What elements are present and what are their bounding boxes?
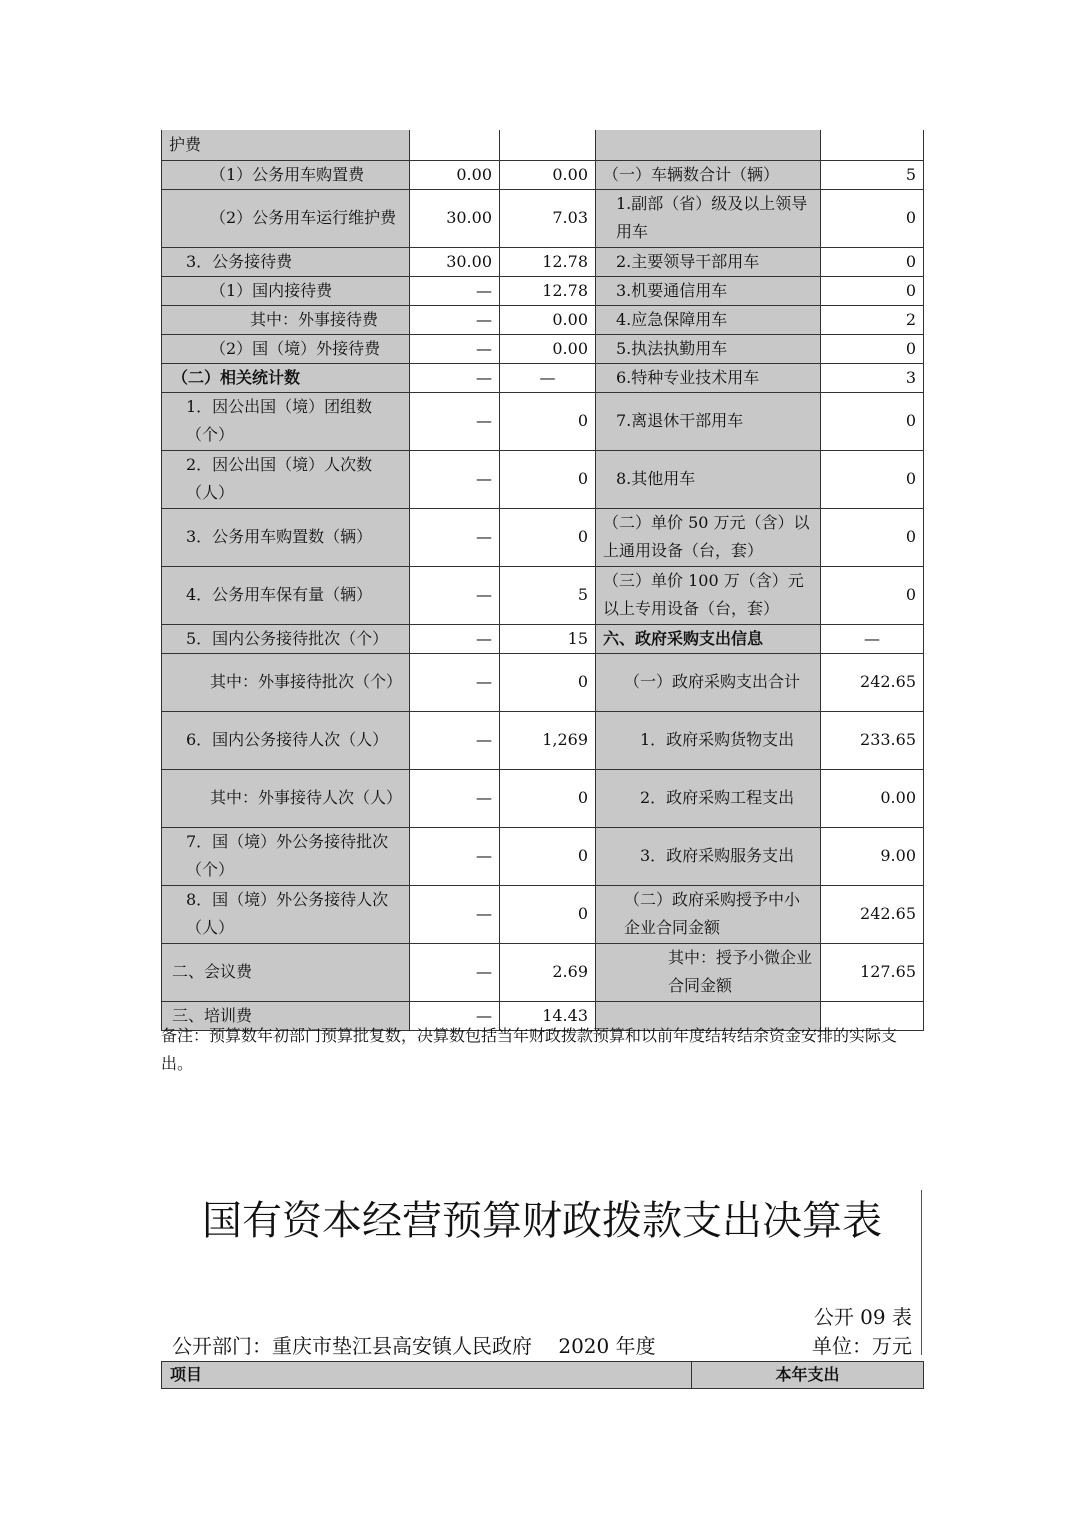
actual-value xyxy=(500,130,596,160)
table-row xyxy=(162,624,924,653)
table-row xyxy=(162,334,924,363)
stat-value: 0 xyxy=(821,508,924,566)
stat-value: 0 xyxy=(821,276,924,305)
stat-label: 8.其他用车 xyxy=(596,450,821,508)
budget-value: 30.00 xyxy=(410,189,500,247)
item-label: 3．公务接待费 xyxy=(162,247,410,276)
actual-value: 0.00 xyxy=(500,160,596,189)
budget-value: — xyxy=(410,276,500,305)
table-row xyxy=(162,943,924,1001)
stat-label: （三）单价 100 万（含）元以上专用设备（台，套） xyxy=(596,566,821,624)
stat-value: 3 xyxy=(821,363,924,392)
item-label: 3．公务用车购置数（辆） xyxy=(162,508,410,566)
table-row xyxy=(162,769,924,827)
budget-value: — xyxy=(410,1001,500,1030)
actual-value: 0 xyxy=(500,769,596,827)
stat-value: 127.65 xyxy=(821,943,924,1001)
table-row xyxy=(162,363,924,392)
item-label: 6．国内公务接待人次（人） xyxy=(162,711,410,769)
item-label: 其中：外事接待批次（个） xyxy=(162,653,410,711)
actual-value: 14.43 xyxy=(500,1001,596,1030)
budget-value xyxy=(410,130,500,160)
stat-label: 2．政府采购工程支出 xyxy=(596,769,821,827)
item-label: 8．国（境）外公务接待人次（人） xyxy=(162,885,410,943)
budget-value: — xyxy=(410,566,500,624)
item-label: （1）公务用车购置费 xyxy=(162,160,410,189)
table-row xyxy=(162,827,924,885)
stat-label: （一）车辆数合计（辆） xyxy=(596,160,821,189)
table-row xyxy=(162,130,924,160)
item-label: 2．因公出国（境）人次数（人） xyxy=(162,450,410,508)
stat-label: 其中：授予小微企业合同金额 xyxy=(596,943,821,1001)
actual-value: 5 xyxy=(500,566,596,624)
actual-value: 0.00 xyxy=(500,305,596,334)
budget-value: 30.00 xyxy=(410,247,500,276)
table-row xyxy=(162,885,924,943)
table-row xyxy=(162,160,924,189)
stat-value: 9.00 xyxy=(821,827,924,885)
stat-label: （二）政府采购授予中小企业合同金额 xyxy=(596,885,821,943)
stat-value: 242.65 xyxy=(821,653,924,711)
stat-label: （二）单价 50 万元（含）以上通用设备（台，套） xyxy=(596,508,821,566)
item-label: 4．公务用车保有量（辆） xyxy=(162,566,410,624)
stat-value: 0.00 xyxy=(821,769,924,827)
actual-value: 15 xyxy=(500,624,596,653)
actual-value: — xyxy=(500,363,596,392)
actual-value: 0 xyxy=(500,392,596,450)
actual-value: 7.03 xyxy=(500,189,596,247)
table-row xyxy=(162,653,924,711)
table-row xyxy=(162,276,924,305)
stat-value xyxy=(821,130,924,160)
table-row xyxy=(162,247,924,276)
stat-label: 3．政府采购服务支出 xyxy=(596,827,821,885)
table-row xyxy=(162,450,924,508)
budget-value: 0.00 xyxy=(410,160,500,189)
stat-value: 0 xyxy=(821,392,924,450)
budget-value: — xyxy=(410,392,500,450)
section-title: 国有资本经营预算财政拨款支出决算表 xyxy=(202,1198,882,1244)
item-label: 三、培训费 xyxy=(162,1001,410,1030)
table-row xyxy=(162,305,924,334)
stat-label: 6.特种专业技术用车 xyxy=(596,363,821,392)
table-row xyxy=(162,566,924,624)
stat-label: （一）政府采购支出合计 xyxy=(596,653,821,711)
footnote: 备注：预算数年初部门预算批复数，决算数包括当年财政拨款预算和以前年度结转结余资金安排的实际支出。 xyxy=(161,1026,898,1073)
item-label: 二、会议费 xyxy=(162,943,410,1001)
item-label: （1）国内接待费 xyxy=(162,276,410,305)
table-row xyxy=(162,189,924,247)
actual-value: 12.78 xyxy=(500,247,596,276)
item-label: 7．国（境）外公务接待批次（个） xyxy=(162,827,410,885)
stat-value: 0 xyxy=(821,189,924,247)
item-label: 其中：外事接待费 xyxy=(162,305,410,334)
expense-table xyxy=(161,130,924,1031)
actual-value: 0 xyxy=(500,885,596,943)
table-row xyxy=(162,711,924,769)
stat-label: 4.应急保障用车 xyxy=(596,305,821,334)
stat-label: 1.副部（省）级及以上领导用车 xyxy=(596,189,821,247)
item-label: （二）相关统计数 xyxy=(162,363,410,392)
budget-value: — xyxy=(410,653,500,711)
budget-value: — xyxy=(410,827,500,885)
stat-label: 3.机要通信用车 xyxy=(596,276,821,305)
actual-value: 1,269 xyxy=(500,711,596,769)
item-label: 护费 xyxy=(162,130,410,160)
item-label: （2）公务用车运行维护费 xyxy=(162,189,410,247)
budget-value: — xyxy=(410,885,500,943)
stat-label: 1．政府采购货物支出 xyxy=(596,711,821,769)
actual-value: 0 xyxy=(500,450,596,508)
stat-value: 233.65 xyxy=(821,711,924,769)
actual-value: 0 xyxy=(500,508,596,566)
header-item: 项目 xyxy=(162,1362,692,1389)
item-label: 1．因公出国（境）团组数（个） xyxy=(162,392,410,450)
budget-value: — xyxy=(410,363,500,392)
department-line: 公开部门：重庆市垫江县高安镇人民政府 2020 年度 xyxy=(172,1334,656,1358)
stat-value: 0 xyxy=(821,450,924,508)
capital-budget-table xyxy=(161,1361,924,1389)
table-row xyxy=(162,392,924,450)
table-header-row xyxy=(162,1362,924,1389)
table-row xyxy=(162,508,924,566)
actual-value: 12.78 xyxy=(500,276,596,305)
stat-value: — xyxy=(821,624,924,653)
stat-label: 7.离退休干部用车 xyxy=(596,392,821,450)
budget-value: — xyxy=(410,508,500,566)
stat-label: 2.主要领导干部用车 xyxy=(596,247,821,276)
item-label: 其中：外事接待人次（人） xyxy=(162,769,410,827)
budget-value: — xyxy=(410,769,500,827)
budget-value: — xyxy=(410,624,500,653)
stat-value: 0 xyxy=(821,334,924,363)
actual-value: 0.00 xyxy=(500,334,596,363)
unit-label: 单位：万元 xyxy=(812,1334,912,1358)
header-expense: 本年支出 xyxy=(692,1362,924,1389)
stat-value: 2 xyxy=(821,305,924,334)
budget-value: — xyxy=(410,450,500,508)
budget-value: — xyxy=(410,334,500,363)
budget-value: — xyxy=(410,943,500,1001)
stat-label: 5.执法执勤用车 xyxy=(596,334,821,363)
actual-value: 0 xyxy=(500,653,596,711)
actual-value: 2.69 xyxy=(500,943,596,1001)
stat-label: 六、政府采购支出信息 xyxy=(596,624,821,653)
stat-value: 0 xyxy=(821,247,924,276)
stat-value: 242.65 xyxy=(821,885,924,943)
item-label: 5．国内公务接待批次（个） xyxy=(162,624,410,653)
budget-value: — xyxy=(410,305,500,334)
actual-value: 0 xyxy=(500,827,596,885)
stat-label xyxy=(596,130,821,160)
budget-value: — xyxy=(410,711,500,769)
item-label: （2）国（境）外接待费 xyxy=(162,334,410,363)
stat-value: 0 xyxy=(821,566,924,624)
table-number: 公开 09 表 xyxy=(813,1305,912,1329)
stat-value: 5 xyxy=(821,160,924,189)
